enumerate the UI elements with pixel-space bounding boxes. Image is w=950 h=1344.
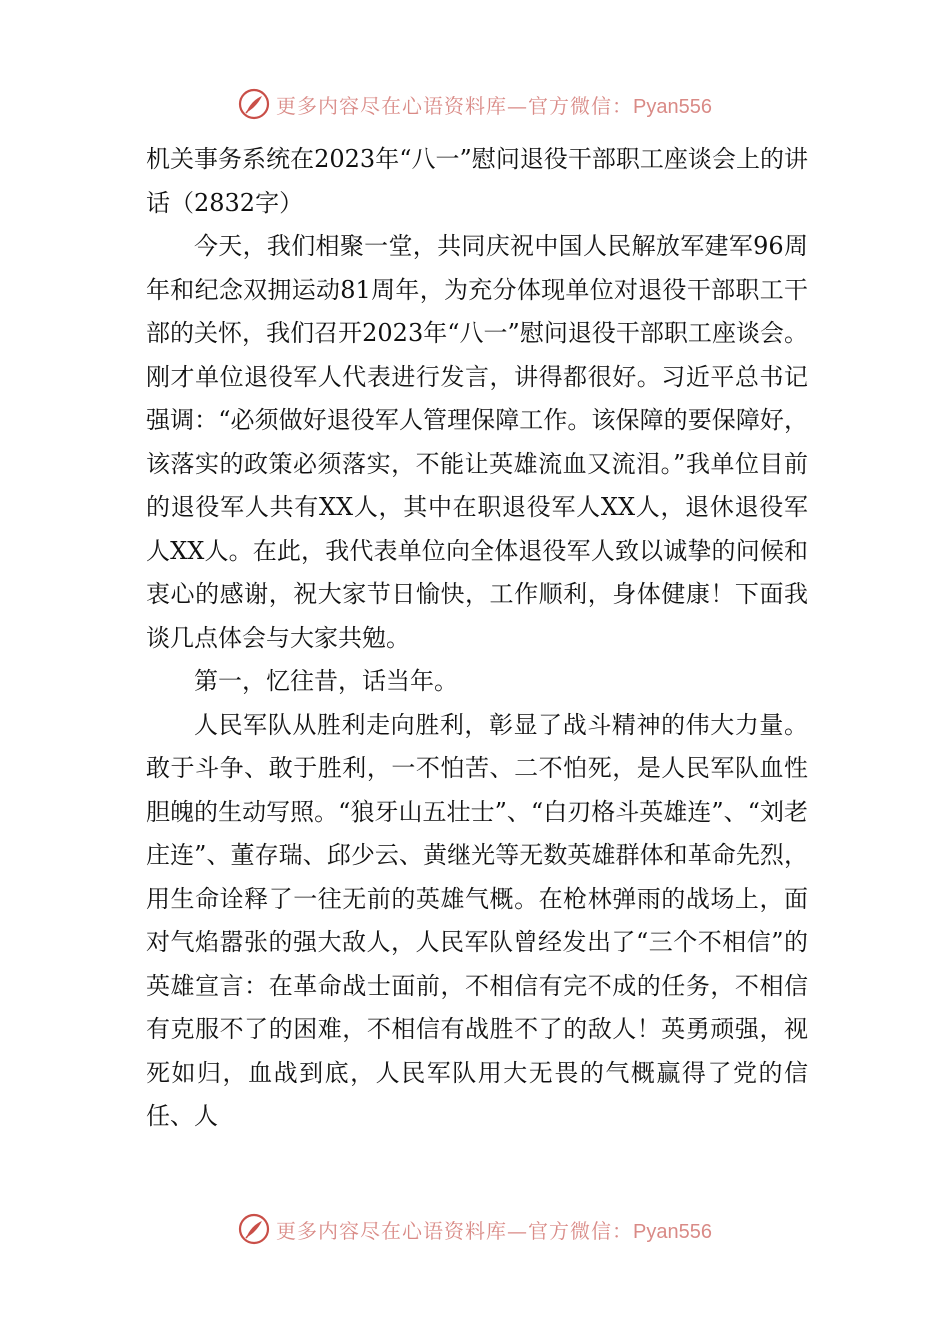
watermark-wechat-label: 官方微信： bbox=[528, 93, 634, 118]
pen-feather-icon bbox=[238, 88, 270, 120]
paragraph-3: 人民军队从胜利走向胜利，彰显了战斗精神的伟大力量。敢于斗争、敢于胜利，一不怕苦、二不怕死，是人民军队血性胆魄的生动写照。“狼牙山五壮士”、“白刃格斗英雄连”、“刘老庄连”、董存瑞、邱少云、黄继光等无数英雄群体和革命先烈，用生命诠释了一往无前的英雄气概。在枪林弹雨的战场上，面对气焰嚣张的强大敌人，人民军队曾经发出了“三个不相信”的英雄宣言：在革命战士面前，不相信有完不成的任务，不相信有克服不了的困难，不相信有战胜不了的敌人！英勇顽强，视死如归，血战到底，人民军队用大无畏的气概赢得了党的信任、人 bbox=[146, 710, 808, 1130]
watermark-main: 更多内容尽在心语资料库 bbox=[276, 1218, 508, 1243]
watermark-text bbox=[276, 90, 712, 119]
pen-feather-icon bbox=[238, 1213, 270, 1245]
watermark-banner-bottom bbox=[0, 1209, 950, 1249]
watermark-banner-top bbox=[0, 84, 950, 124]
watermark-wechat-label: 官方微信： bbox=[528, 1218, 634, 1243]
watermark-wechat-id: Pyan556 bbox=[633, 1220, 712, 1243]
watermark-dash: — bbox=[507, 1218, 529, 1243]
document-body bbox=[146, 138, 808, 1139]
paragraph-1: 今天，我们相聚一堂，共同庆祝中国人民解放军建军96周年和纪念双拥运动81周年，为充分体现单位对退役干部职工干部的关怀，我们召开2023年“八一”慰问退役干部职工座谈会。刚才单位退役军人代表进行发言，讲得都很好。习近平总书记强调：“必须做好退役军人管理保障工作。该保障的要保障好，该落实的政策必须落实，不能让英雄流血又流泪。”我单位目前的退役军人共有XX人，其中在职退役军人XX人，退休退役军人XX人。在此，我代表单位向全体退役军人致以诚挚的问候和衷心的感谢，祝大家节日愉快，工作顺利，身体健康！下面我谈几点体会与大家共勉。 bbox=[146, 232, 808, 652]
watermark-dash: — bbox=[507, 93, 529, 118]
document-title: 机关事务系统在2023年“八一”慰问退役干部职工座谈会上的讲话（2832字） bbox=[146, 145, 808, 217]
watermark-text bbox=[276, 1215, 712, 1244]
paragraph-2: 第一，忆往昔，话当年。 bbox=[194, 667, 458, 695]
watermark-main: 更多内容尽在心语资料库 bbox=[276, 93, 508, 118]
watermark-wechat-id: Pyan556 bbox=[633, 95, 712, 118]
